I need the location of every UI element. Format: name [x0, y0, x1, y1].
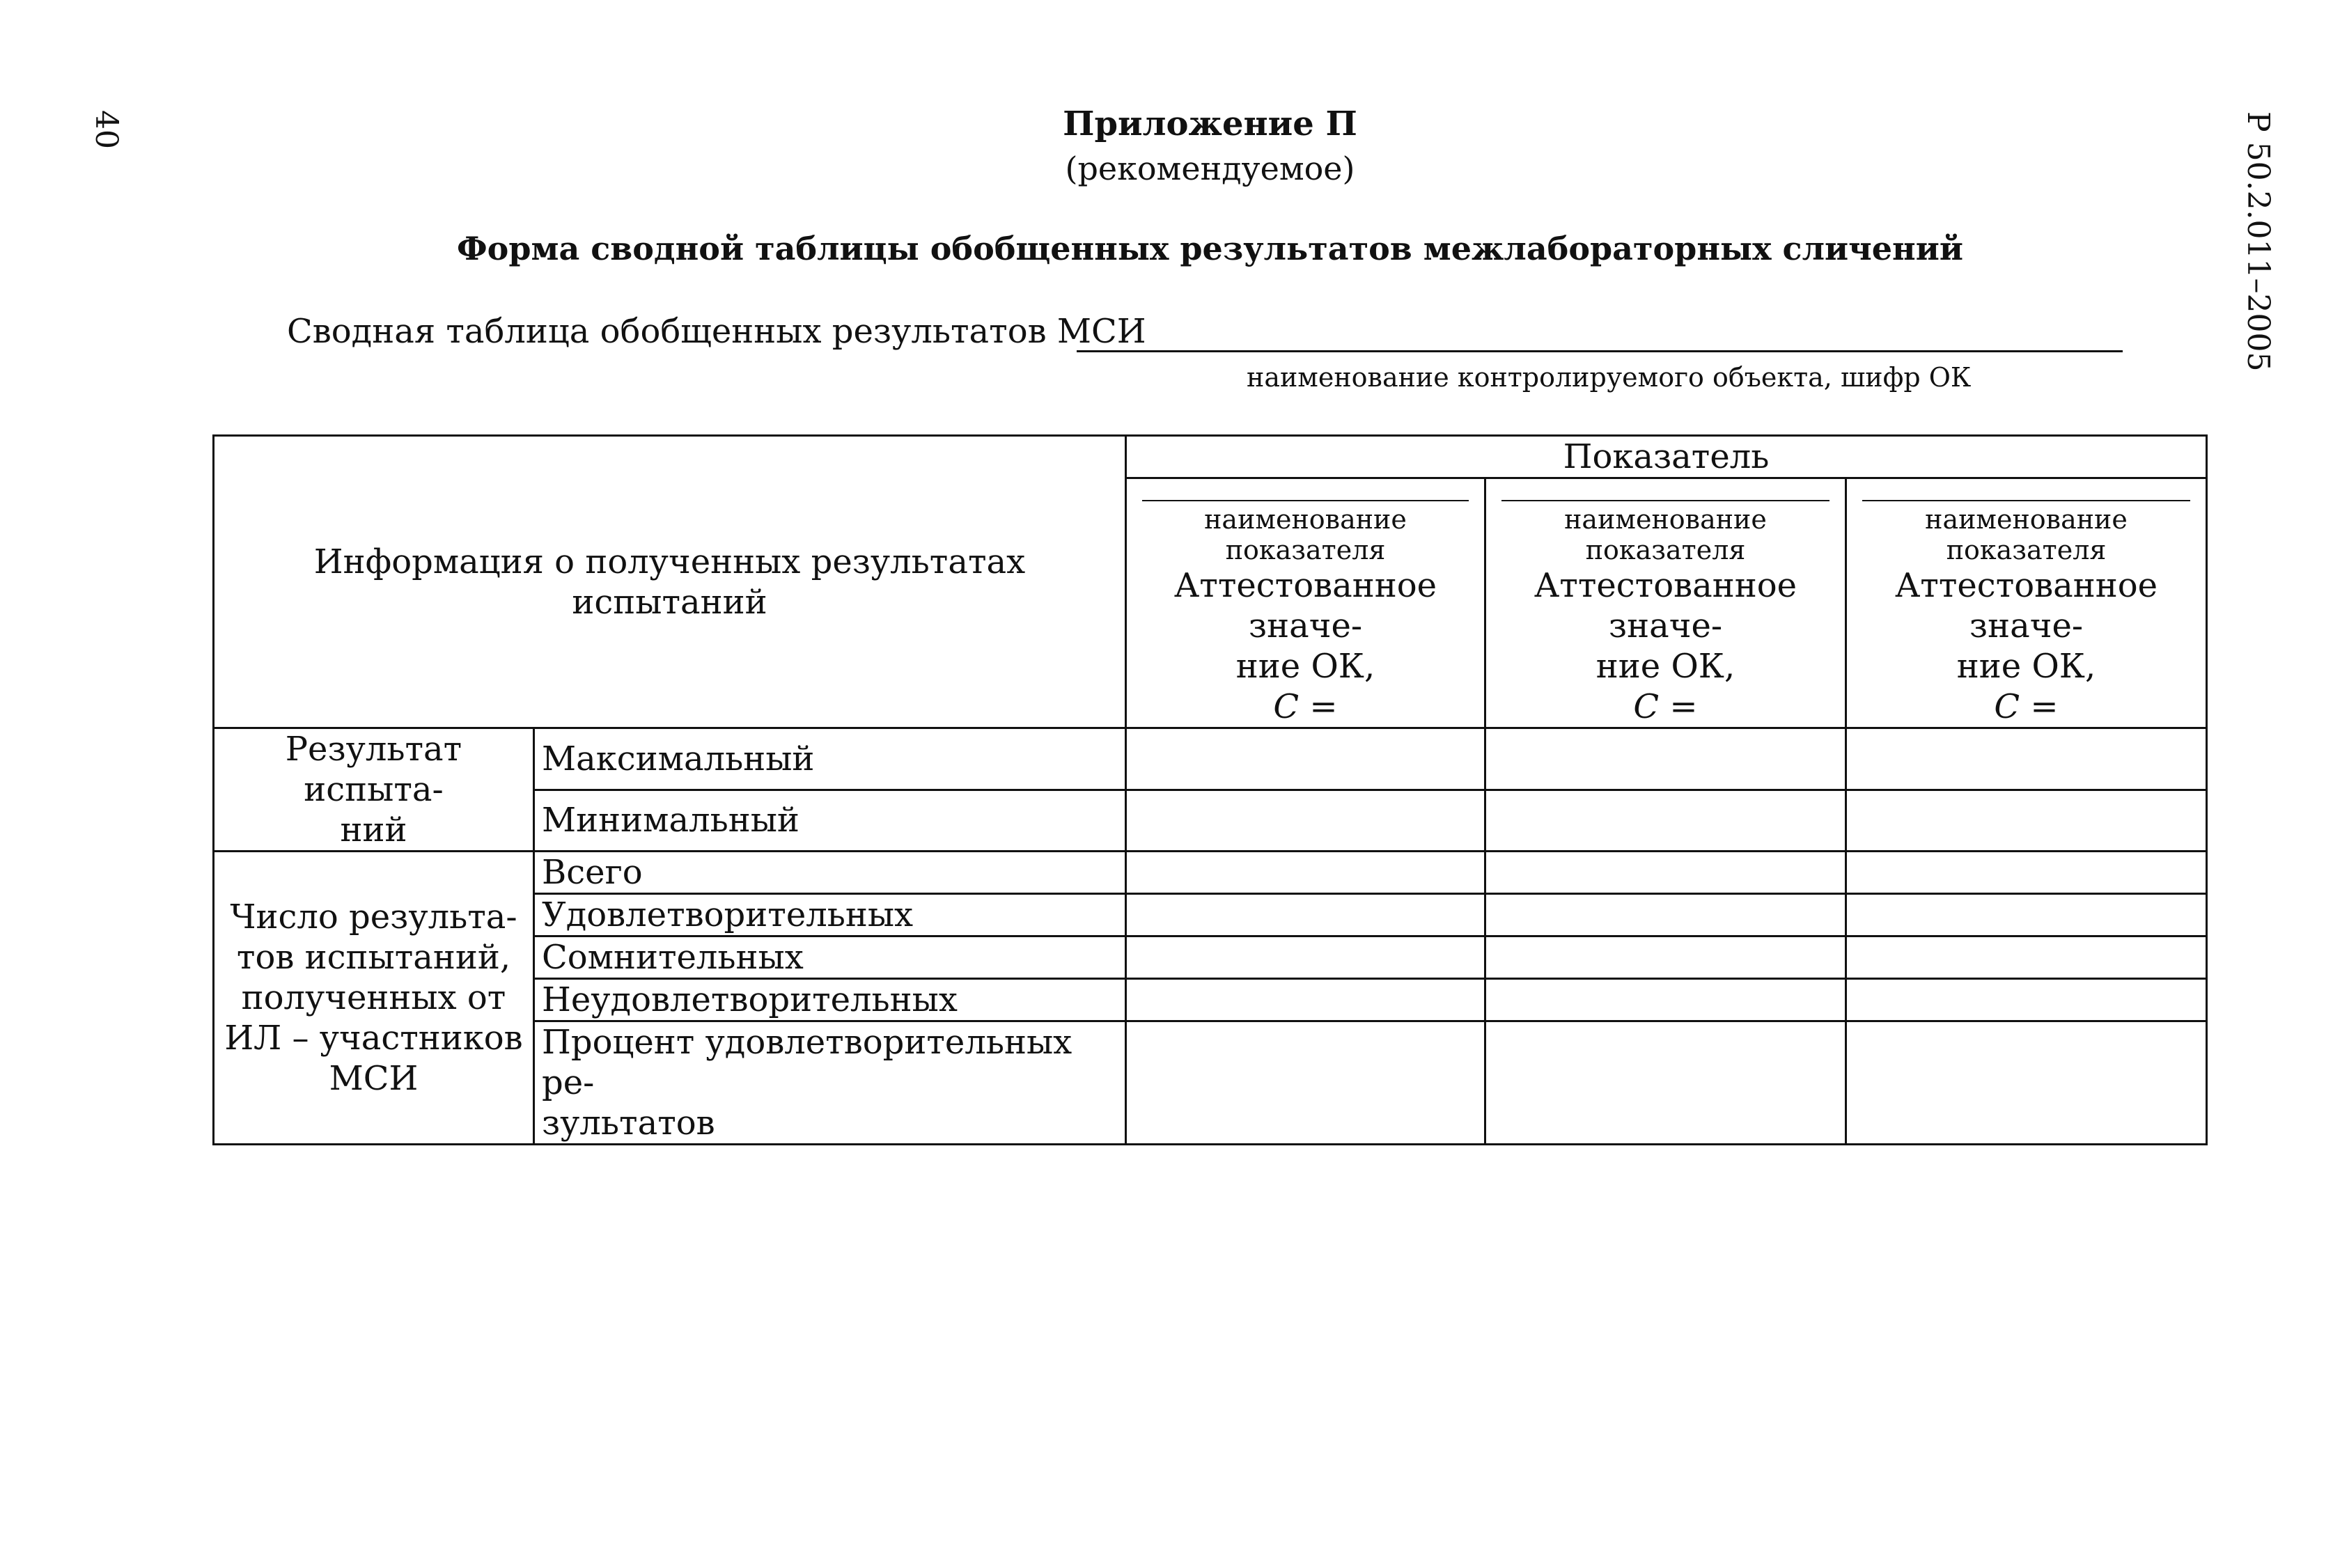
table-cell[interactable]: [1126, 790, 1485, 852]
table-cell[interactable]: [1485, 728, 1846, 790]
object-name-fill-line: [1077, 350, 2123, 352]
table-cell[interactable]: [1485, 936, 1846, 979]
row-label-minimum: Минимальный: [534, 790, 1126, 852]
row-label-doubtful: Сомнительных: [534, 936, 1126, 979]
certified-value-label: ние ОК,: [1235, 647, 1375, 686]
table-cell[interactable]: [1485, 852, 1846, 894]
row-label-total: Всего: [534, 852, 1126, 894]
document-code: Р 50.2.011–2005: [2240, 111, 2276, 372]
table-cell[interactable]: [1485, 1021, 1846, 1145]
table-cell[interactable]: [1846, 852, 2207, 894]
form-title: Форма сводной таблицы обобщенных результатов межлабораторных сличений: [457, 230, 1963, 267]
appendix-title: Приложение П: [1063, 104, 1357, 143]
indicator-name-fill-line: [1862, 500, 2190, 501]
group-label-test-result: Результат испыта- ний: [214, 728, 534, 852]
indicator-group-header: Показатель: [1126, 436, 2207, 478]
table-cell[interactable]: [1485, 894, 1846, 936]
table-cell[interactable]: [1126, 894, 1485, 936]
summary-label: Сводная таблица обобщенных результатов МСИ: [287, 312, 1146, 351]
indicator-header: [1485, 478, 1846, 728]
indicator-name-caption: наименование показателя: [1204, 504, 1407, 565]
certified-value-label: Аттестованное значе-: [1894, 566, 2158, 645]
indicator-header: [1126, 478, 1485, 728]
info-header: Информация о полученных результатах испытаний: [214, 436, 1126, 728]
indicator-name-caption: наименование показателя: [1564, 504, 1767, 565]
table-cell[interactable]: [1126, 936, 1485, 979]
table-cell[interactable]: [1846, 1021, 2207, 1145]
table-cell[interactable]: [1126, 852, 1485, 894]
certified-value-label: Аттестованное значе-: [1173, 566, 1437, 645]
indicator-name-caption: наименование показателя: [1925, 504, 2128, 565]
row-label-unsatisfactory: Неудовлетворительных: [534, 979, 1126, 1021]
table-cell[interactable]: [1126, 1021, 1485, 1145]
row-label-percent-satisfactory: Процент удовлетворительных ре- зультатов: [534, 1021, 1126, 1145]
table-cell[interactable]: [1126, 728, 1485, 790]
certified-value-label: ние ОК,: [1595, 647, 1735, 686]
c-value-label: C =: [1633, 687, 1698, 726]
indicator-name-fill-line: [1501, 500, 1829, 501]
certified-value-label: ние ОК,: [1956, 647, 2096, 686]
table-cell[interactable]: [1846, 936, 2207, 979]
table-cell[interactable]: [1126, 979, 1485, 1021]
table-cell[interactable]: [1846, 894, 2207, 936]
table-cell[interactable]: [1485, 979, 1846, 1021]
page-number: 40: [88, 110, 124, 149]
table-cell[interactable]: [1846, 728, 2207, 790]
indicator-name-fill-line: [1142, 500, 1469, 501]
certified-value-label: Аттестованное значе-: [1534, 566, 1797, 645]
group-label-result-count: Число результа- тов испытаний, полученных от ИЛ – участников МСИ: [214, 852, 534, 1145]
row-label-maximum: Максимальный: [534, 728, 1126, 790]
appendix-status: (рекомендуемое): [1065, 150, 1355, 187]
table-cell[interactable]: [1485, 790, 1846, 852]
c-value-label: C =: [1273, 687, 1338, 726]
object-name-caption: наименование контролируемого объекта, шифр ОК: [1247, 362, 1972, 393]
results-table: [212, 434, 2208, 1145]
table-cell[interactable]: [1846, 790, 2207, 852]
indicator-header: [1846, 478, 2207, 728]
c-value-label: C =: [1994, 687, 2059, 726]
table-cell[interactable]: [1846, 979, 2207, 1021]
row-label-satisfactory: Удовлетворительных: [534, 894, 1126, 936]
